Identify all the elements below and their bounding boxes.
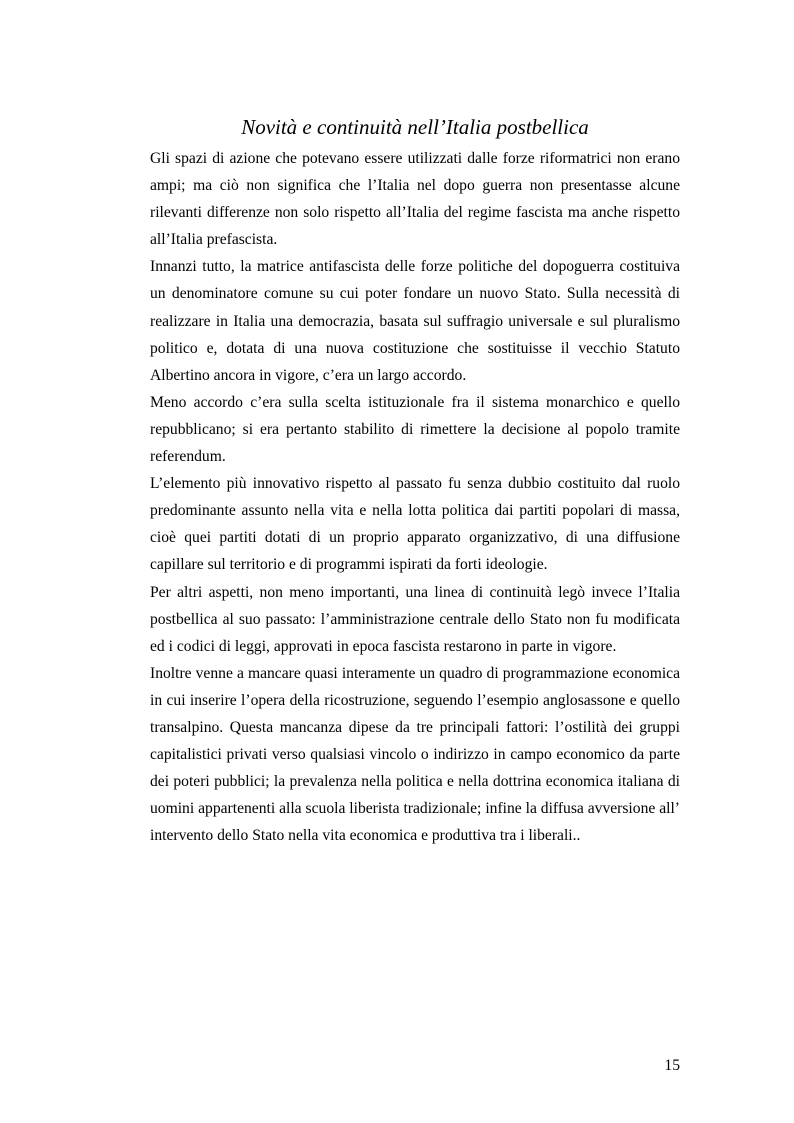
paragraph: Gli spazi di azione che potevano essere utilizzati dalle forze riformatrici non erano ampi; ma ciò non significa che l’Italia nel dopo guerra non presentasse alcune rilevanti differenze non solo rispetto all’Italia del regime fascista ma anche rispetto all’Italia prefascista. [150,150,680,249]
paragraph: Per altri aspetti, non meno importanti, una linea di continuità legò invece l’Italia postbellica al suo passato: l’amministrazione centrale dello Stato non fu modificata ed i codici di leggi, approvati in epoca fascista restarono in parte in vigore. [150,583,680,655]
paragraph: Meno accordo c’era sulla scelta istituzionale fra il sistema monarchico e quello repubblicano; si era pertanto stabilito di rimettere la decisione al popolo tramite referendum. [150,393,680,466]
body-text [150,145,680,849]
paragraph: Inoltre venne a mancare quasi interamente un quadro di programmazione economica in cui inserire l’opera della ricostruzione, seguendo l’esempio anglosassone e quello transalpino. Questa mancanza dipese da tre principali fattori: l’ostilità dei gruppi capitalistici privati verso qualsiasi vincolo o indirizzo in campo economico da parte dei poteri pubblici; la prevalenza nella politica e nella dottrina economica italiana di uomini appartenenti alla scuola liberista tradizionale; infine la diffusa avversione all’ intervento dello Stato nella vita economica e produttiva tra i liberali.. [150,664,680,845]
paragraph: Innanzi tutto, la matrice antifascista delle forze politiche del dopoguerra costituiva un denominatore comune su cui poter fondare un nuovo Stato. Sulla necessità di realizzare in Italia una democrazia, basata sul suffragio universale e sul pluralismo politico e, dotata di una nuova costituzione che sostituisse il vecchio Statuto Albertino ancora in vigore, c’era un largo accordo. [150,258,680,384]
section-title: Novità e continuità nell’Italia postbellica [241,115,589,139]
page-number: 15 [664,1057,680,1074]
paragraph: L’elemento più innovativo rispetto al passato fu senza dubbio costituito dal ruolo predominante assunto nella vita e nella lotta politica dai partiti popolari di massa, cioè quei partiti dotati di un proprio apparato organizzativo, di una diffusione capillare sul territorio e di programmi ispirati da forti ideologie. [150,475,680,574]
